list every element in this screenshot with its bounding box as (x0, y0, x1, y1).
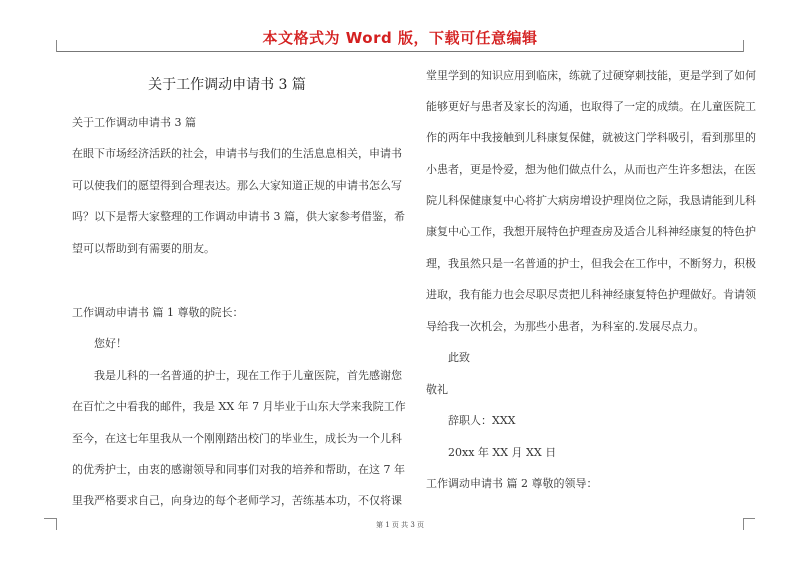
paragraph-line: 导给我一次机会，为那些小患者，为科室的.发展尽点力。 (426, 320, 705, 333)
paragraph-line: 堂里学到的知识应用到临床，练就了过硬穿刺技能，更是学到了如何 (426, 69, 756, 82)
paragraph-line: 在眼下市场经济活跃的社会，申请书与我们的生活息息相关，申请书 (72, 147, 402, 160)
section-heading: 工作调动申请书 篇 1 尊敬的院长： (72, 306, 244, 319)
document-title: 关于工作调动申请书 3 篇 (148, 77, 306, 93)
right-column (426, 0, 756, 520)
page-number: 第 1 页 共 3 页 (375, 521, 425, 529)
paragraph-line: 的优秀护士，由衷的感谢领导和同事们对我的培养和帮助，在这 7 年 (72, 463, 405, 476)
paragraph-line: 望可以帮助到有需要的朋友。 (72, 242, 215, 255)
date-line: 20xx 年 XX 月 XX 日 (448, 446, 557, 459)
paragraph-line: 能够更好与患者及家长的沟通，也取得了一定的成绩。在儿童医院工 (426, 100, 756, 113)
paragraph-line: 康复中心工作，我想开展特色护理查房及适合儿科神经康复的特色护 (426, 225, 756, 238)
paragraph-line: 关于工作调动申请书 3 篇 (72, 116, 196, 129)
paragraph-line: 小患者，更是怜爱，想为他们做点什么，从而也产生许多想法，在医 (426, 163, 756, 176)
paragraph-line: 院儿科保健康复中心将扩大病房增设护理岗位之际，我恳请能到儿科 (426, 194, 756, 207)
paragraph-line: 在百忙之中看我的邮件，我是 XX 年 7 月毕业于山东大学来我院工作 (72, 400, 406, 413)
paragraph-line: 里我严格要求自己，向身边的每个老师学习，苦练基本功，不仅将课 (72, 494, 402, 507)
closing-line: 此致 (448, 351, 470, 364)
paragraph-line: 作的两年中我接触到儿科康复保健，就被这门学科吸引，看到那里的 (426, 131, 756, 144)
section-heading: 工作调动申请书 篇 2 尊敬的领导： (426, 477, 598, 490)
paragraph-line: 至今，在这七年里我从一个刚刚踏出校门的毕业生，成长为一个儿科 (72, 432, 402, 445)
paragraph-line: 可以使我们的愿望得到合理表达。那么大家知道正规的申请书怎么写 (72, 179, 402, 192)
paragraph-line: 进取，我有能力也会尽职尽责把儿科神经康复特色护理做好。肯请领 (426, 288, 756, 301)
signature-line: 辞职人：XXX (448, 414, 516, 427)
paragraph-line: 吗？以下是帮大家整理的工作调动申请书 3 篇，供大家参考借鉴，希 (72, 210, 405, 223)
paragraph-line: 我是儿科的一名普通的护士，现在工作于儿童医院，首先感谢您 (94, 369, 402, 382)
greeting-line: 您好！ (94, 337, 127, 350)
crop-mark-bottom-left-h (44, 518, 56, 519)
crop-mark-top-left-v (56, 40, 57, 52)
paragraph-line: 理，我虽然只是一名普通的护士，但我会在工作中，不断努力，积极 (426, 257, 756, 270)
salutation-line: 敬礼 (426, 383, 448, 396)
document-format-banner: 本文格式为 Word 版，下载可任意编辑 (262, 29, 538, 47)
